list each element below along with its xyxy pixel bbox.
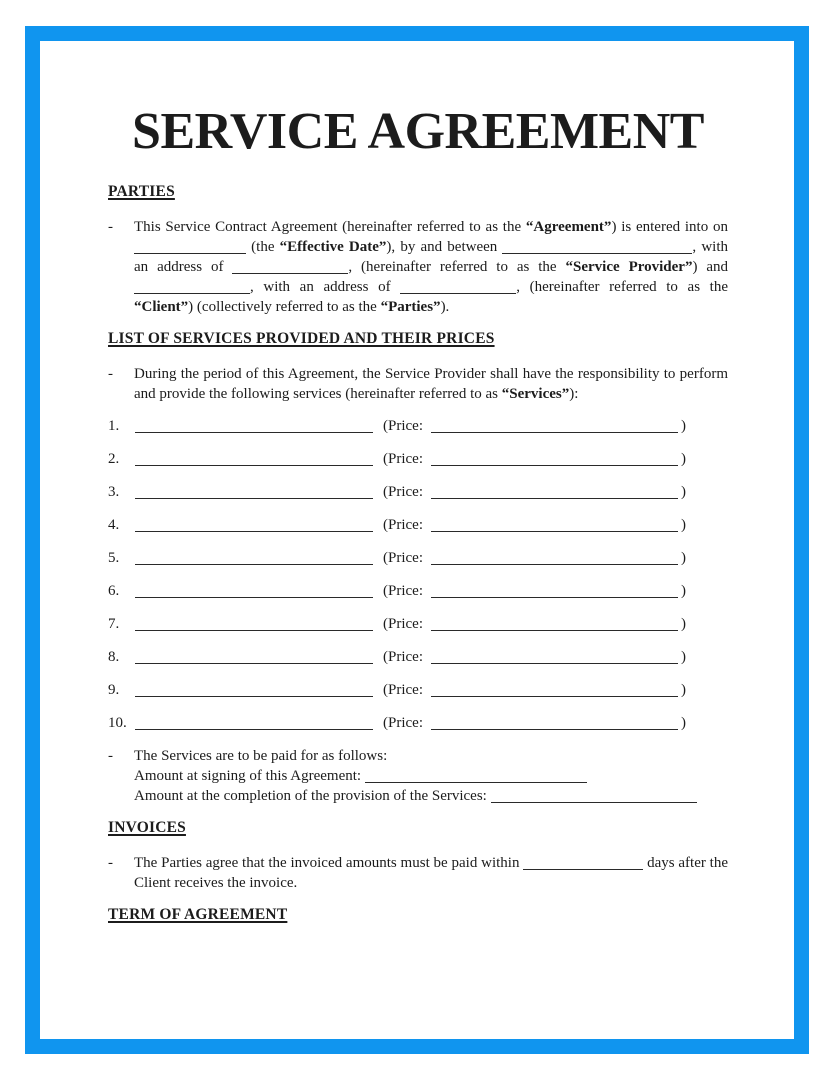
fill-in-blank [134, 280, 250, 294]
price-close-paren: ) [680, 418, 686, 435]
payment-paragraph [108, 746, 728, 806]
services-heading: LIST OF SERVICES PROVIDED AND THEIR PRICES [108, 330, 495, 348]
payment-intro: The Services are to be paid for as follows: [134, 748, 388, 765]
service-price-blank [431, 419, 678, 433]
dash-bullet: - [108, 219, 113, 236]
fill-in-blank [134, 240, 246, 254]
services-list [108, 416, 728, 733]
service-row [108, 614, 728, 634]
price-close-paren: ) [680, 682, 686, 699]
price-label: (Price: [383, 484, 423, 501]
service-price-blank [431, 518, 678, 532]
page-border-frame [25, 26, 809, 1054]
text-run: “Client” [134, 299, 189, 316]
document-title: SERVICE AGREEMENT [132, 103, 704, 160]
service-price-blank [431, 683, 678, 697]
invoices-paragraph [108, 853, 728, 893]
text-run: (the [246, 239, 280, 256]
service-price-blank [431, 452, 678, 466]
service-number: 4. [108, 517, 120, 534]
text-run: During the period of this Agreement, the Service Provider shall have the responsibility to perform and provide the following services (hereinafter referred to as [134, 366, 728, 403]
service-name-blank [135, 683, 373, 697]
service-name-blank [135, 617, 373, 631]
price-label: (Price: [383, 517, 423, 534]
dash-bullet: - [108, 855, 113, 872]
service-price-blank [431, 485, 678, 499]
text-run: ), by and between [386, 239, 503, 256]
text-run: Amount at the completion of the provision of the Services: [134, 788, 491, 805]
text-run: , with an address of [134, 239, 728, 276]
services-intro-paragraph [108, 364, 728, 404]
invoices-heading: INVOICES [108, 819, 186, 837]
text-run: “Agreement” [525, 219, 612, 236]
parties-paragraph [108, 217, 728, 317]
term-heading: TERM OF AGREEMENT [108, 906, 288, 924]
services-intro-text [134, 364, 728, 404]
service-row [108, 680, 728, 700]
service-name-blank [135, 650, 373, 664]
service-row [108, 548, 728, 568]
text-run: ) (collectively referred to as the [188, 299, 381, 316]
text-run: , (hereinafter referred to as the [516, 279, 729, 296]
price-label: (Price: [383, 649, 423, 666]
service-number: 10. [108, 715, 127, 732]
fill-in-blank [491, 789, 697, 803]
service-name-blank [135, 584, 373, 598]
fill-in-blank [523, 856, 643, 870]
text-run: , (hereinafter referred to as the [348, 259, 566, 276]
fill-in-blank [365, 769, 587, 783]
fill-in-blank [400, 280, 516, 294]
price-label: (Price: [383, 550, 423, 567]
text-run: ). [440, 299, 450, 316]
text-run: “Parties” [380, 299, 441, 316]
invoices-text [134, 853, 728, 893]
service-price-blank [431, 584, 678, 598]
price-label: (Price: [383, 715, 423, 732]
text-run: , with an address of [250, 279, 401, 296]
service-row [108, 713, 728, 733]
price-close-paren: ) [680, 484, 686, 501]
service-number: 5. [108, 550, 120, 567]
service-row [108, 482, 728, 502]
price-close-paren: ) [680, 517, 686, 534]
service-number: 1. [108, 418, 120, 435]
text-run: ) and [692, 259, 729, 276]
price-label: (Price: [383, 583, 423, 600]
service-number: 6. [108, 583, 120, 600]
service-price-blank [431, 551, 678, 565]
service-number: 7. [108, 616, 120, 633]
service-price-blank [431, 716, 678, 730]
text-run: “Effective Date” [279, 239, 387, 256]
price-close-paren: ) [680, 616, 686, 633]
text-run: ): [569, 386, 579, 403]
price-close-paren: ) [680, 715, 686, 732]
parties-text [134, 217, 728, 317]
service-name-blank [135, 452, 373, 466]
service-number: 3. [108, 484, 120, 501]
service-number: 2. [108, 451, 120, 468]
service-number: 8. [108, 649, 120, 666]
service-row [108, 581, 728, 601]
price-label: (Price: [383, 451, 423, 468]
service-row [108, 449, 728, 469]
service-price-blank [431, 617, 678, 631]
service-name-blank [135, 551, 373, 565]
fill-in-blank [232, 260, 348, 274]
service-row [108, 416, 728, 436]
text-run: “Services” [501, 386, 570, 403]
price-close-paren: ) [680, 649, 686, 666]
price-close-paren: ) [680, 583, 686, 600]
payment-completion-line [134, 786, 728, 806]
text-run: The Parties agree that the invoiced amounts must be paid within [134, 855, 524, 872]
fill-in-blank [502, 240, 692, 254]
price-close-paren: ) [680, 451, 686, 468]
text-run: This Service Contract Agreement (hereinafter referred to as the [134, 219, 526, 236]
service-price-blank [431, 650, 678, 664]
service-row [108, 647, 728, 667]
service-name-blank [135, 419, 373, 433]
dash-bullet: - [108, 366, 113, 383]
price-label: (Price: [383, 418, 423, 435]
document-content [40, 41, 794, 925]
service-name-blank [135, 716, 373, 730]
text-run: ) is entered into on [611, 219, 728, 236]
service-number: 9. [108, 682, 120, 699]
parties-heading: PARTIES [108, 183, 175, 201]
service-name-blank [135, 485, 373, 499]
price-label: (Price: [383, 682, 423, 699]
payment-signing-line [134, 766, 728, 786]
price-close-paren: ) [680, 550, 686, 567]
text-run: “Service Provider” [565, 259, 693, 276]
dash-bullet: - [108, 748, 113, 765]
text-run: Amount at signing of this Agreement: [134, 768, 365, 785]
service-name-blank [135, 518, 373, 532]
text-run: days after the Client receives the invoice. [134, 855, 728, 892]
price-label: (Price: [383, 616, 423, 633]
service-row [108, 515, 728, 535]
